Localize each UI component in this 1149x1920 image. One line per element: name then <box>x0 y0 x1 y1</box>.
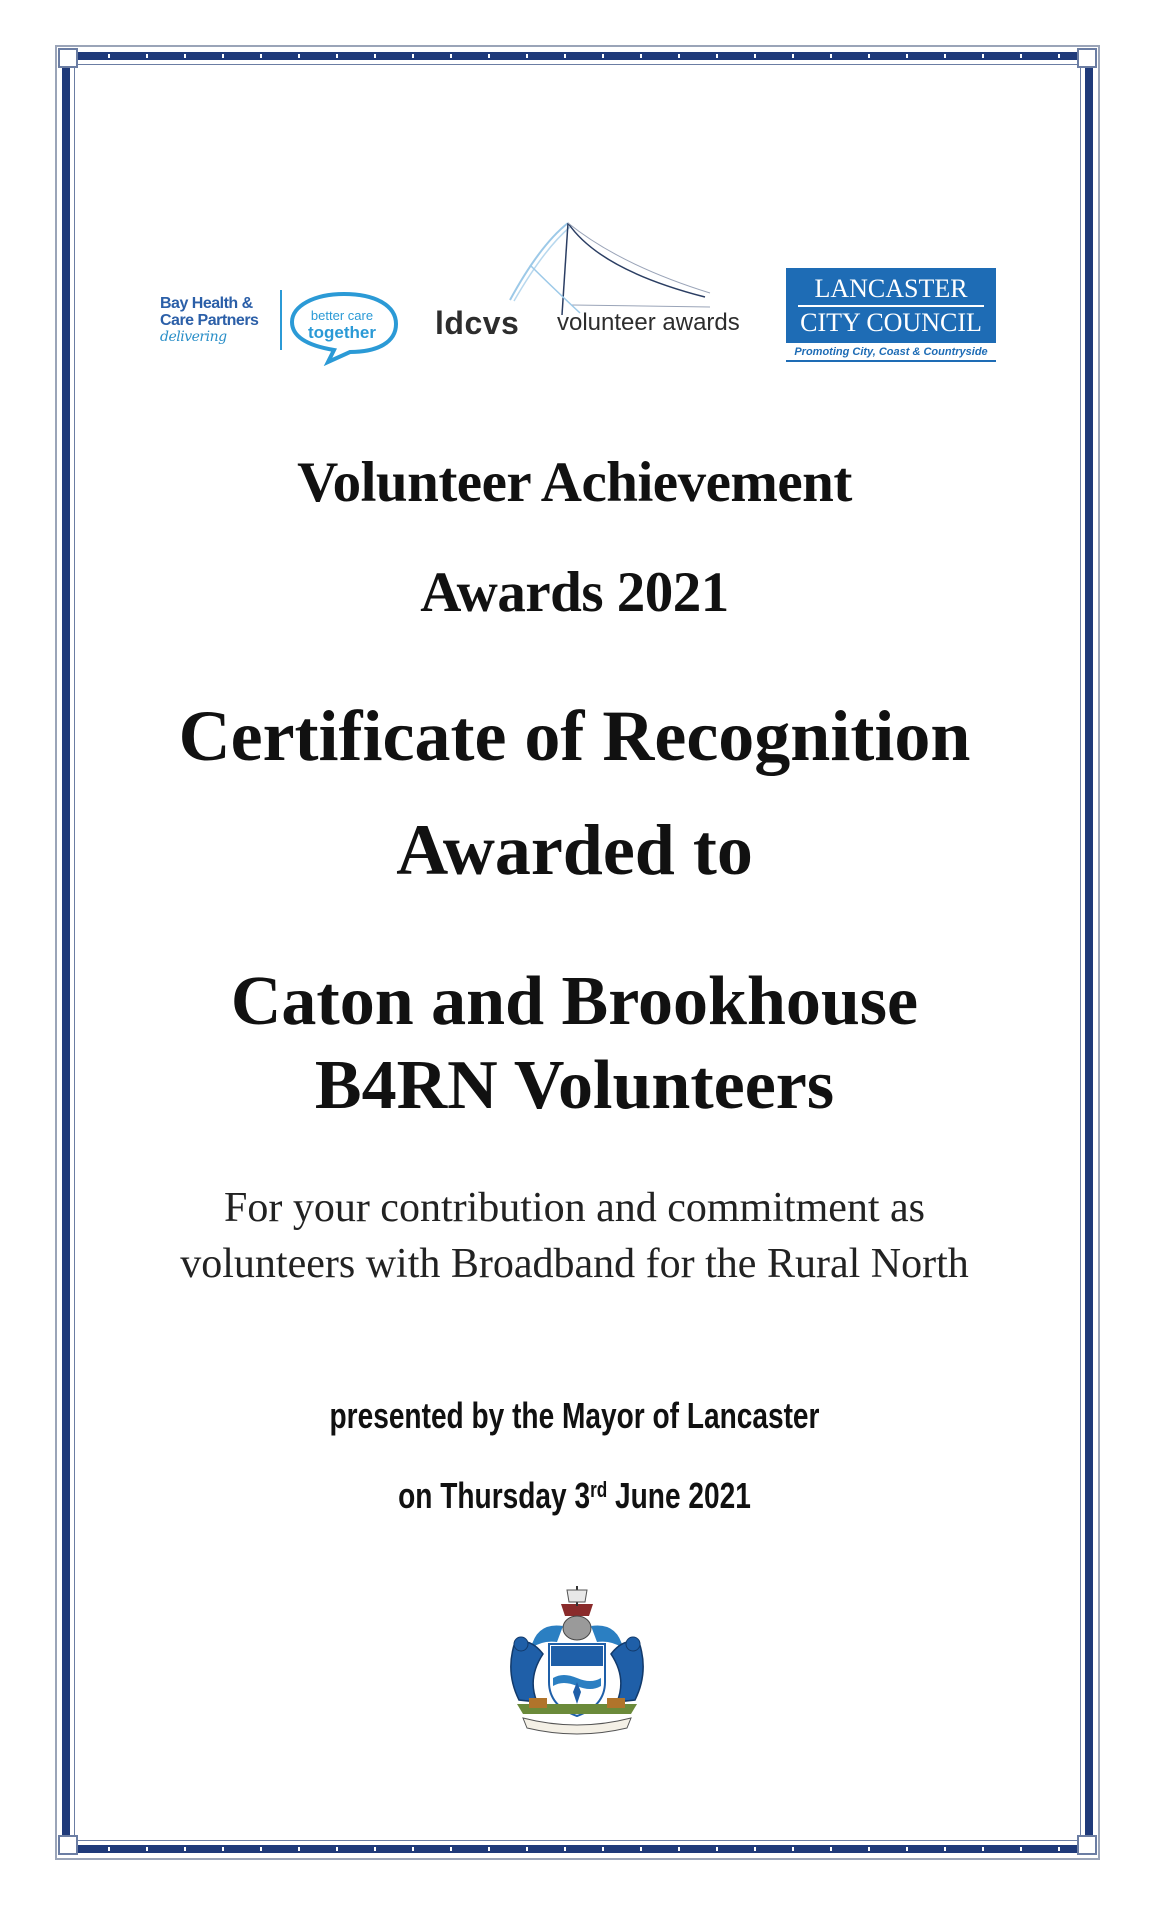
date-rest: June 2021 <box>607 1475 751 1516</box>
border-ticks-bottom <box>70 1847 1085 1851</box>
event-title <box>0 448 1149 628</box>
event-title-line1: Volunteer Achievement <box>297 451 852 514</box>
event-title-line2: Awards 2021 <box>420 561 729 624</box>
certificate-description: For your contribution and commitment as volunteers with Broadband for the Rural North <box>180 1185 969 1287</box>
ldcvs-logo <box>430 215 770 345</box>
lancaster-line2: CITY COUNCIL <box>800 308 982 337</box>
bubble-text-line2: together <box>308 323 376 342</box>
bubble-text-line1: better care <box>310 308 374 323</box>
bay-health-divider <box>280 290 282 350</box>
bay-health-text <box>160 295 258 346</box>
bay-health-logo <box>160 285 400 365</box>
corner-ornament <box>58 1835 78 1855</box>
certificate-title-line1: Certificate of Recognition <box>178 696 971 776</box>
recipient-line1: Caton and Brookhouse <box>230 963 919 1040</box>
recipient-name <box>0 960 1149 1128</box>
border-ticks-top <box>70 54 1085 58</box>
recipient-line2: B4RN Volunteers <box>314 1047 835 1124</box>
presented-by: presented by the Mayor of Lancaster <box>329 1395 820 1436</box>
date-prefix: on Thursday 3 <box>398 1475 591 1516</box>
coat-of-arms-icon <box>497 1582 657 1742</box>
certificate-title <box>0 692 1149 894</box>
ldcvs-subtitle: volunteer awards <box>557 309 740 336</box>
presentation-date <box>126 1474 1022 1518</box>
lancaster-tagline: Promoting City, Coast & Countryside <box>786 346 996 362</box>
corner-ornament <box>58 48 78 68</box>
lancaster-council-box <box>786 268 996 343</box>
corner-ornament <box>1077 48 1097 68</box>
bridge-icon <box>430 215 770 315</box>
bay-health-line2: Care Partners <box>160 312 259 329</box>
date-ordinal: rd <box>590 1477 608 1502</box>
bay-health-line1: Bay Health & <box>160 295 253 312</box>
lancaster-council-logo <box>786 268 996 368</box>
bay-health-line3: delivering <box>160 329 227 345</box>
certificate-title-line2: Awarded to <box>396 810 753 890</box>
lancaster-line1: LANCASTER <box>814 274 968 303</box>
speech-bubble-icon <box>288 290 400 366</box>
corner-ornament <box>1077 1835 1097 1855</box>
ldcvs-name: ldcvs <box>435 305 520 341</box>
